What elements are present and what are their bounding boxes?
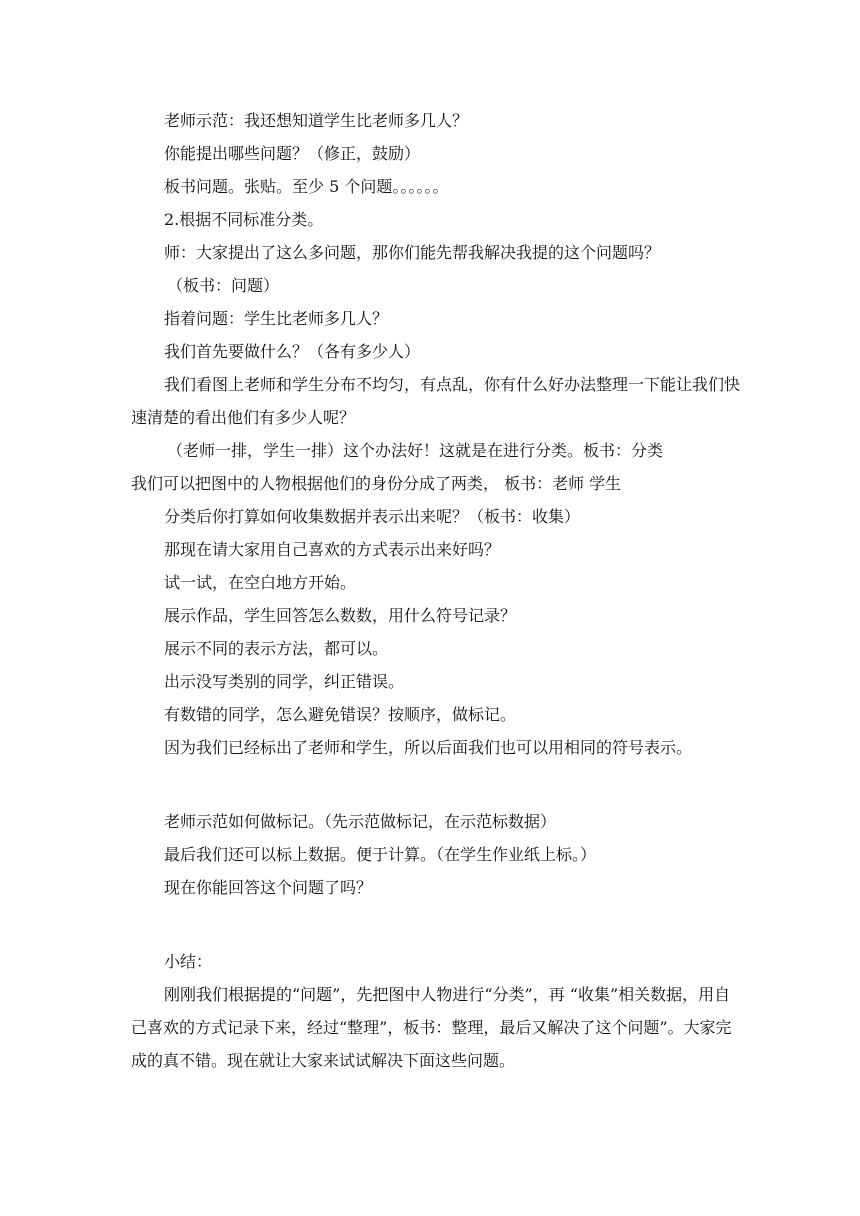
paragraph-collect-data: 分类后你打算如何收集数据并表示出来呢？（板书：收集） <box>164 507 581 526</box>
paragraph-first-step: 我们首先要做什么？（各有多少人） <box>164 342 421 361</box>
paragraph-ask-questions: 你能提出哪些问题？（修正，鼓励） <box>164 144 421 163</box>
paragraph-board-problem: （板书：问题） <box>167 276 280 295</box>
paragraph-teacher-demo-question: 老师示范：我还想知道学生比老师多几人？ <box>164 111 469 130</box>
paragraph-try-it: 试一试，在空白地方开始。 <box>164 573 357 592</box>
paragraph-correct-errors: 出示没写类别的同学，纠正错误。 <box>164 672 405 691</box>
document-content <box>131 104 741 1077</box>
blank-line <box>131 904 741 945</box>
paragraph-label-data: 最后我们还可以标上数据。便于计算。（在学生作业纸上标。） <box>164 845 597 864</box>
blank-line <box>131 764 741 805</box>
paragraph-answer-question: 现在你能回答这个问题了吗？ <box>164 878 373 897</box>
paragraph-teacher-question: 师：大家提出了这么多问题，那你们能先帮我解决我提的这个问题吗？ <box>164 243 661 262</box>
paragraph-show-method: 那现在请大家用自己喜欢的方式表示出来好吗？ <box>164 540 501 559</box>
paragraph-board-questions: 板书问题。张贴。至少 5 个问题。。。。。。 <box>164 177 449 196</box>
paragraph-point-question: 指着问题：学生比老师多几人？ <box>164 309 389 328</box>
paragraph-same-symbol: 因为我们已经标出了老师和学生，所以后面我们也可以用相同的符号表示。 <box>164 738 693 757</box>
summary-heading: 小结： <box>164 952 213 971</box>
paragraph-organize-idea: 我们看图上老师和学生分布不均匀，有点乱，你有什么好办法整理一下能让我们快速清楚的看出他们有多少人呢？ <box>131 375 741 427</box>
paragraph-classification: （老师一排，学生一排）这个办法好！这就是在进行分类。板书：分类 <box>167 441 664 460</box>
paragraph-two-groups: 我们可以把图中的人物根据他们的身份分成了两类， 板书：老师 学生 <box>131 474 622 493</box>
summary-paragraph: 刚刚我们根据提的“问题”，先把图中人物进行“分类”，再 “收集”相关数据，用自己喜欢的方式记录下来，经过“整理”，板书：整理，最后又解决了这个问题”。大家完成的真不错。现在就让大家来试试解决下面这些问题。 <box>131 985 732 1070</box>
paragraph-classify-heading: 2.根据不同标准分类。 <box>164 210 324 229</box>
paragraph-avoid-errors: 有数错的同学，怎么避免错误？按顺序，做标记。 <box>164 705 517 724</box>
paragraph-different-methods: 展示不同的表示方法，都可以。 <box>164 639 389 658</box>
paragraph-show-work: 展示作品，学生回答怎么数数，用什么符号记录？ <box>164 606 517 625</box>
paragraph-demo-marking: 老师示范如何做标记。（先示范做标记，在示范标数据） <box>164 812 557 831</box>
